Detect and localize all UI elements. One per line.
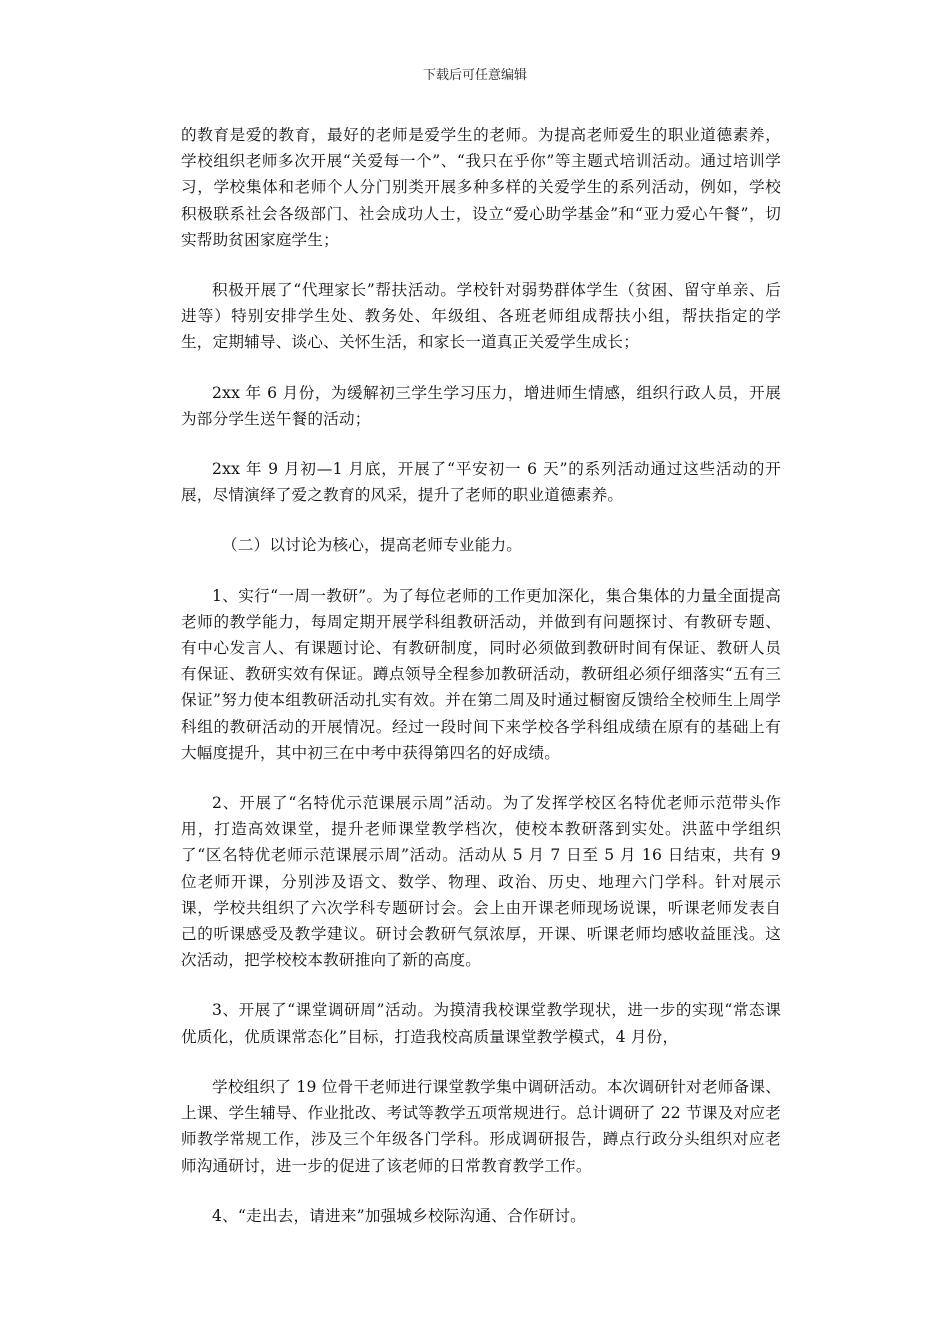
paragraph-survey-details: 学校组织了 19 位骨干老师进行课堂教学集中调研活动。本次调研针对老师备课、上课、学生辅导、作业批改、考试等教学五项常规进行。总计调研了 22 节课及对应老师教学常规工作，涉及三个年级各门学科。形成调研报告，蹲点行政分头组织对应老师沟通研讨，进一步的促进了该老师的日常教育教学工作。 xyxy=(181,1077,781,1175)
paragraph-demo-lessons: 2、开展了“名特优示范课展示周”活动。为了发挥学校区名特优老师示范带头作用，打造高效课堂，提升老师课堂教学档次，使校本教研落到实处。洪蓝中学组织了“区名特优老师示范课展示周”活动。活动从 5 月 7 日至 5 月 16 日结束，共有 9 位老师开课，分别涉及语文、数学、物理、政治、历史、地理六门学科。针对展示课，学校共组织了六次学科专题研讨会。会上由开课老师现场说课，听课老师发表自己的听课感受及教学建议。研讨会教研气氛浓厚，开课、听课老师均感收益匪浅。这次活动，把学校校本教研推向了新的高度。 xyxy=(181,794,781,970)
document-body xyxy=(181,122,781,1253)
paragraph-weekly-research: 1、实行“一周一教研”。为了每位老师的工作更加深化，集合集体的力量全面提高老师的教学能力，每周定期开展学科组教研活动，并做到有问题探讨、有教研专题、有中心发言人、有课题讨论、有教研制度，同时必须做到教研时间有保证、教研人员有保证、教研实效有保证。蹲点领导全程参加教研活动，教研组必须仔细落实“五有三保证”努力使本组教研活动扎实有效。并在第二周及时通过橱窗反馈给全校师生上周学科组的教研活动的开展情况。经过一段时间下来学校各学科组成绩在原有的基础上有大幅度提升，其中初三在中考中获得第四名的好成绩。 xyxy=(181,586,781,762)
paragraph-love-education: 的教育是爱的教育，最好的老师是爱学生的老师。为提高老师爱生的职业道德素养，学校组织老师多次开展“关爱每一个”、“我只在乎你”等主题式培训活动。通过培训学习，学校集体和老师个人分门别类开展多种多样的关爱学生的系列活动，例如，学校积极联系社会各级部门、社会成功人士，设立“爱心助学基金”和“亚力爱心午餐”，切实帮助贫困家庭学生； xyxy=(181,126,781,249)
paragraph-june-lunch: 2xx 年 6 月份，为缓解初三学生学习压力，增进师生情感，组织行政人员，开展为部分学生送午餐的活动； xyxy=(181,383,781,428)
paragraph-outreach: 4、“走出去，请进来”加强城乡校际沟通、合作研讨。 xyxy=(212,1206,586,1225)
page-header-note: 下载后可任意编辑 xyxy=(422,68,527,83)
paragraph-proxy-parent: 积极开展了“代理家长”帮扶活动。学校针对弱势群体学生（贫困、留守单亲、后进等）特别安排学生处、教务处、年级组、各班老师组成帮扶小组，帮扶指定的学生，定期辅导、谈心、关怀生活，和家长一道真正关爱学生成长； xyxy=(181,281,781,352)
section-heading-2: （二）以讨论为核心，提高老师专业能力。 xyxy=(222,536,523,555)
paragraph-safety-week: 2xx 年 9 月初—1 月底，开展了“平安初一 6 天”的系列活动通过这些活动的开展，尽情演绎了爱之教育的风采，提升了老师的职业道德素养。 xyxy=(181,460,781,505)
paragraph-classroom-survey: 3、开展了“课堂调研周”活动。为摸清我校课堂教学现状，进一步的实现“常态课优质化，优质课常态化”目标，打造我校高质量课堂教学模式，4 月份， xyxy=(181,1001,781,1046)
